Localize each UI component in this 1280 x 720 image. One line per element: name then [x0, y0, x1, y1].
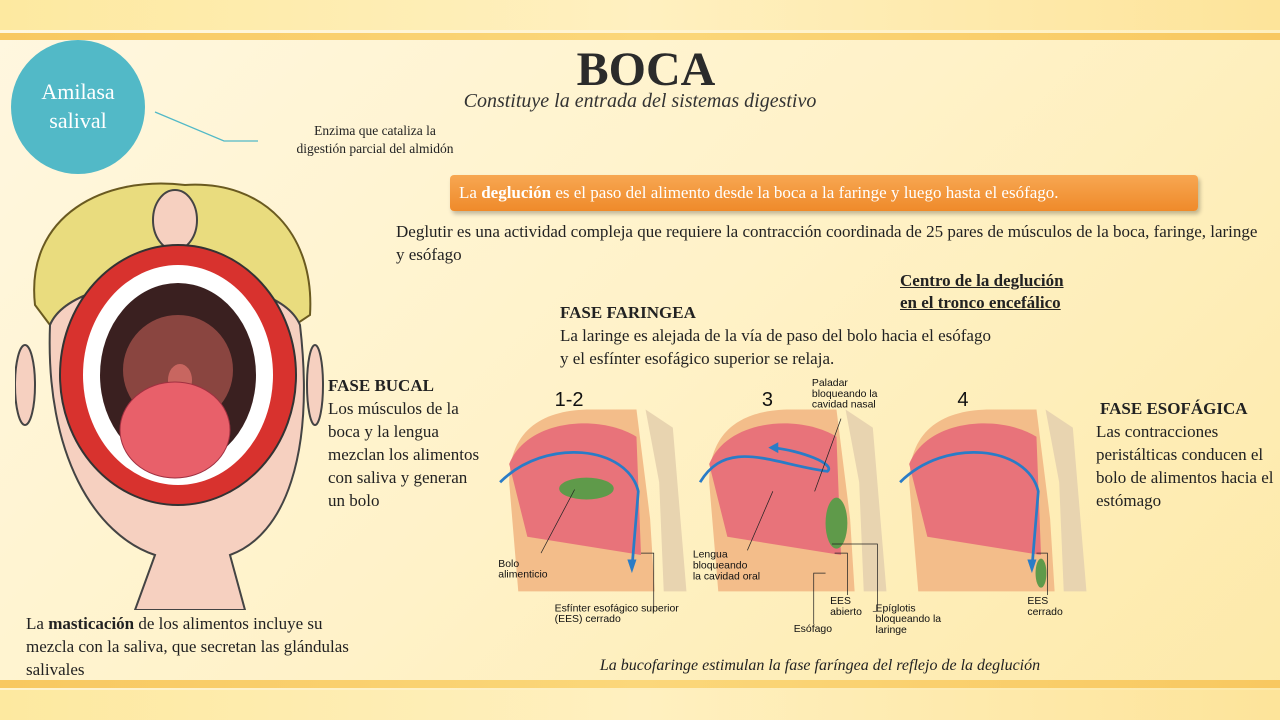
svg-text:Bolo: Bolo: [498, 558, 520, 570]
svg-text:alimenticio: alimenticio: [498, 569, 548, 581]
stage-label: 3: [761, 388, 774, 411]
centro-deglucion: Centro de la deglución en el tronco encefálico: [900, 271, 1064, 312]
svg-text:abierto: abierto: [830, 606, 863, 618]
amilasa-label: Amilasa: [41, 79, 115, 105]
bottom-stripe: [0, 680, 1280, 688]
swallowing-diagram: [491, 373, 1091, 646]
svg-text:cerrado: cerrado: [1027, 606, 1063, 618]
diagram-caption: La bucofaringe estimulan la fase faríngea del reflejo de la deglución: [599, 657, 1041, 674]
svg-text:Esófago: Esófago: [793, 624, 833, 636]
svg-text:bloqueando la: bloqueando la: [875, 614, 942, 626]
svg-text:Esfínter esofágico superior: Esfínter esofágico superior: [554, 603, 679, 615]
slide-title: BOCA: [576, 43, 716, 96]
fase-bucal: FASE BUCAL Los músculos de la boca y la lengua mezclan los alimentos con saliva y generan un bolo: [328, 376, 480, 510]
svg-text:Epíglotis: Epíglotis: [875, 603, 916, 615]
fase-esofagica: FASE ESOFÁGICA Las contracciones peristálticas conducen el bolo de alimentos hacia el estómago: [1096, 399, 1274, 510]
connector-line: [0, 0, 300, 160]
svg-text:bloqueando la: bloqueando la: [811, 388, 878, 400]
svg-text:(EES) cerrado: (EES) cerrado: [554, 614, 621, 626]
amilasa-label-2: salival: [49, 108, 107, 133]
svg-text:cavidad nasal: cavidad nasal: [811, 399, 876, 411]
open-mouth-illustration: [15, 175, 325, 610]
svg-text:EES: EES: [830, 596, 851, 608]
amilasa-description: Enzima que cataliza la digestión parcial del almidón: [296, 123, 454, 156]
masticacion-text: La masticación de los alimentos incluye su mezcla con la saliva, que secretan las glándulas salivales: [26, 614, 349, 679]
stage-label: 1-2: [554, 388, 584, 411]
bottom-band: [0, 690, 1280, 720]
svg-text:la cavidad oral: la cavidad oral: [692, 571, 761, 583]
svg-text:laringe: laringe: [875, 625, 907, 637]
deglucion-banner: La deglución es el paso del alimento desde la boca a la faringe y luego hasta el esófago.: [450, 175, 1198, 211]
slide-subtitle: Constituye la entrada del sistemas digestivo: [463, 90, 817, 112]
svg-text:bloqueando: bloqueando: [692, 560, 748, 572]
stage-4-panel: [900, 410, 1086, 592]
deglutir-text: Deglutir es una actividad compleja que requiere la contracción coordinada de 25 pares de músculos de la boca, faringe, laringe y esófago: [396, 222, 1258, 264]
fase-faringea: FASE FARINGEA La laringe es alejada de la vía de paso del bolo hacia el esófago y el esfínter esofágico superior se relaja.: [560, 303, 991, 368]
stage-label: 4: [957, 388, 969, 411]
svg-text:Paladar: Paladar: [811, 377, 848, 389]
svg-text:EES: EES: [1027, 596, 1049, 608]
svg-text:Lengua: Lengua: [692, 549, 728, 561]
stage-1-2-panel: [500, 410, 686, 592]
